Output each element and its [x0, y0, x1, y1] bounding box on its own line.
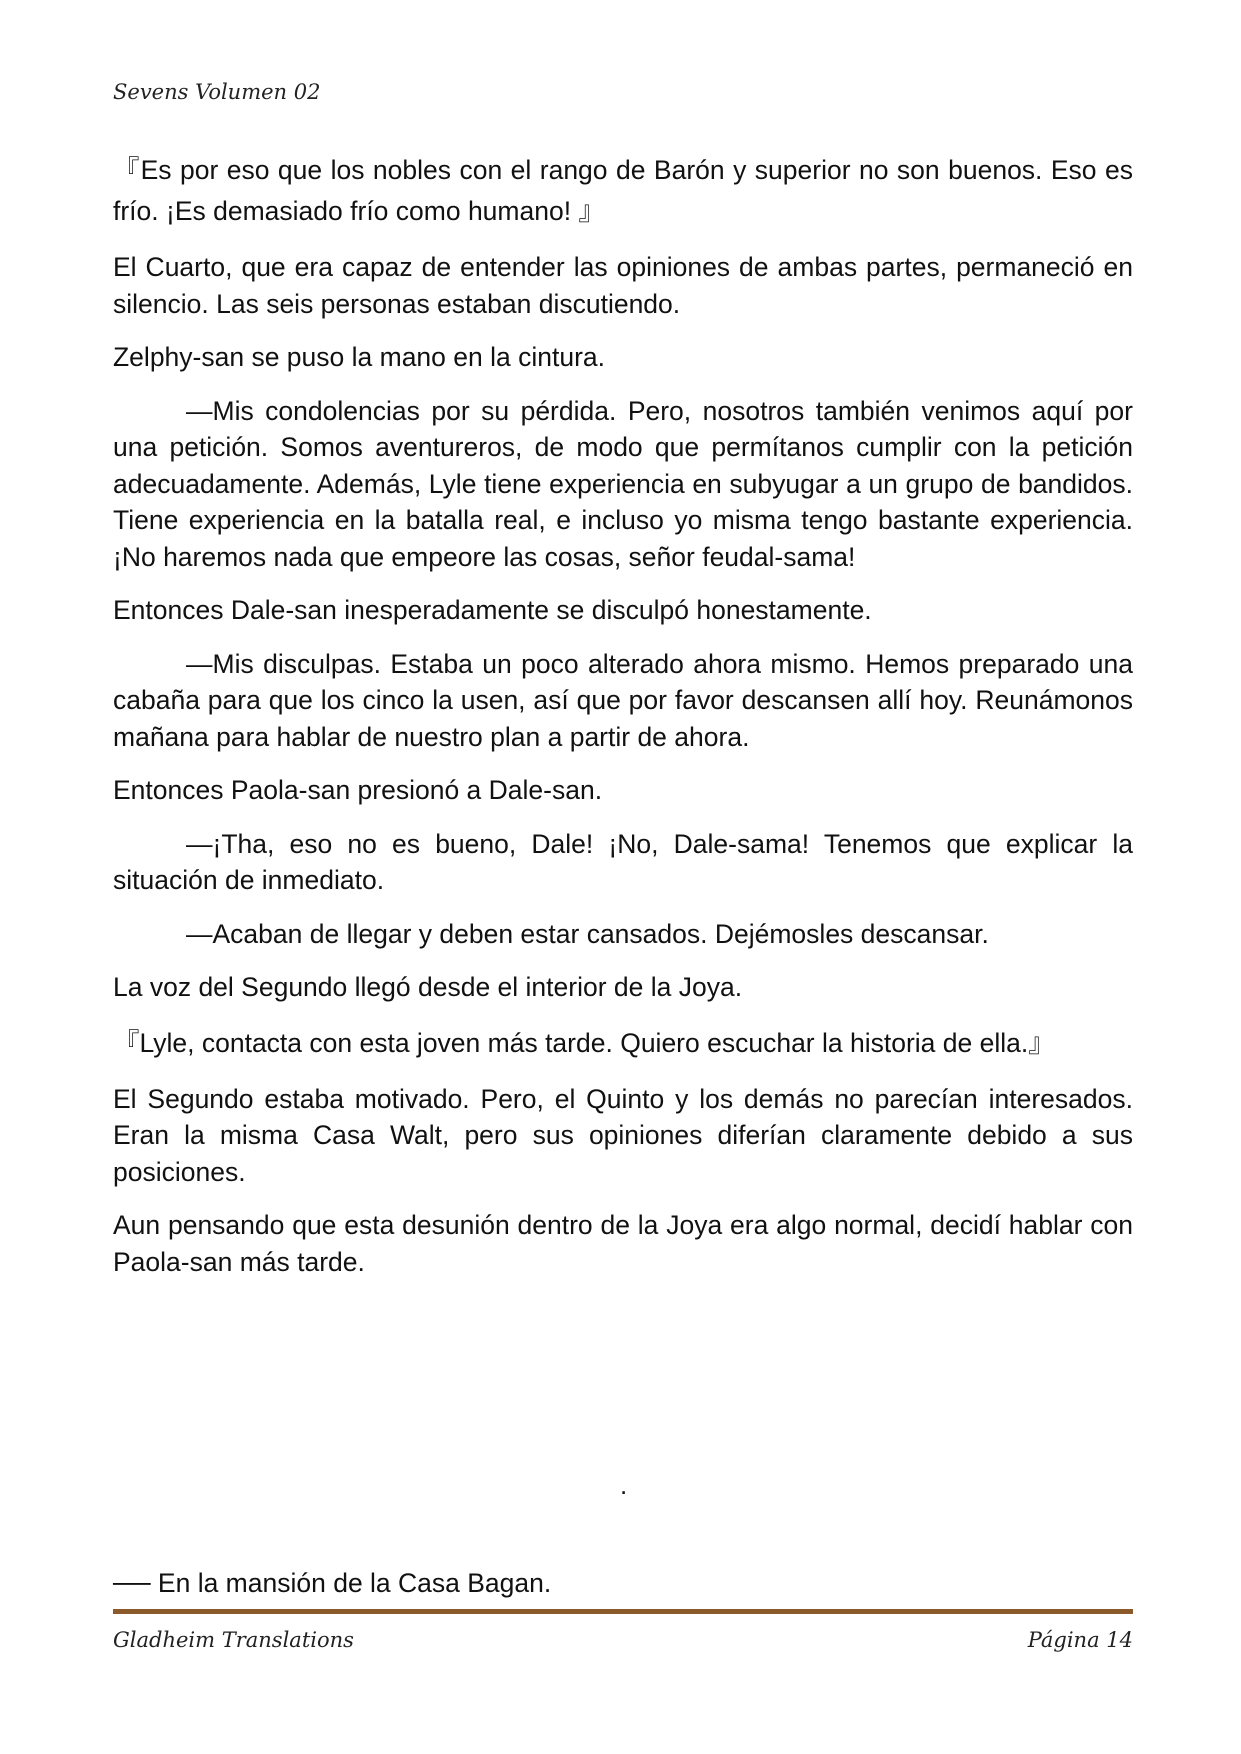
paragraph-8: —¡Tha, eso no es bueno, Dale! ¡No, Dale-sama! Tenemos que explicar la situación de inmediato. — [113, 828, 1133, 895]
paragraph-4: —Mis condolencias por su pérdida. Pero, nosotros también venimos aquí por una petición. Somos aventureros, de modo que permítanos cumplir con la petición adecuadamente. Además, Lyle tiene experiencia en subyugar a un grupo de bandidos. Tiene experiencia en la batalla real, e incluso yo misma tengo bastante experiencia. ¡No haremos nada que empeore las cosas, señor feudal-sama! — [113, 395, 1133, 572]
paragraph-3: Zelphy-san se puso la mano en la cintura. — [113, 342, 605, 372]
paragraph-11: 『Lyle, contacta con esta joven más tarde. Quiero escuchar la historia de ella.』 — [113, 1027, 1055, 1058]
paragraph-2: El Cuarto, que era capaz de entender las opiniones de ambas partes, permaneció en silencio. Las seis personas estaban discutiendo. — [113, 252, 1133, 319]
paragraph-7: Entonces Paola-san presionó a Dale-san. — [113, 775, 603, 805]
footer-translator-credit: Gladheim Translations — [113, 1628, 354, 1652]
paragraph-5: Entonces Dale-san inesperadamente se disculpó honestamente. — [113, 595, 872, 625]
paragraph-13: Aun pensando que esta desunión dentro de la Joya era algo normal, decidí hablar con Paola-san más tarde. — [113, 1210, 1133, 1277]
paragraph-10: La voz del Segundo llegó desde el interior de la Joya. — [113, 972, 743, 1002]
scene-heading-line: ── En la mansión de la Casa Bagan. — [113, 1568, 552, 1598]
footer-divider — [113, 1609, 1133, 1614]
paragraph-6: —Mis disculpas. Estaba un poco alterado ahora mismo. Hemos preparado una cabaña para que los cinco la usen, así que por favor descansen allí hoy. Reunámonos mañana para hablar de nuestro plan a partir de ahora. — [113, 648, 1133, 752]
scene-break-marker: . — [620, 1470, 628, 1500]
footer-page-number: Página 14 — [1027, 1628, 1133, 1652]
paragraph-1: 『Es por eso que los nobles con el rango de Barón y superior no son buenos. Eso es frío. ¡Es demasiado frío como humano! 』 — [113, 155, 1133, 226]
page-body — [113, 150, 1133, 1297]
paragraph-9: —Acaban de llegar y deben estar cansados. Dejémosles descansar. — [186, 918, 989, 949]
running-header-title: Sevens Volumen 02 — [113, 80, 321, 104]
paragraph-12: El Segundo estaba motivado. Pero, el Quinto y los demás no parecían interesados. Eran la misma Casa Walt, pero sus opiniones diferían claramente debido a sus posiciones. — [113, 1083, 1133, 1187]
